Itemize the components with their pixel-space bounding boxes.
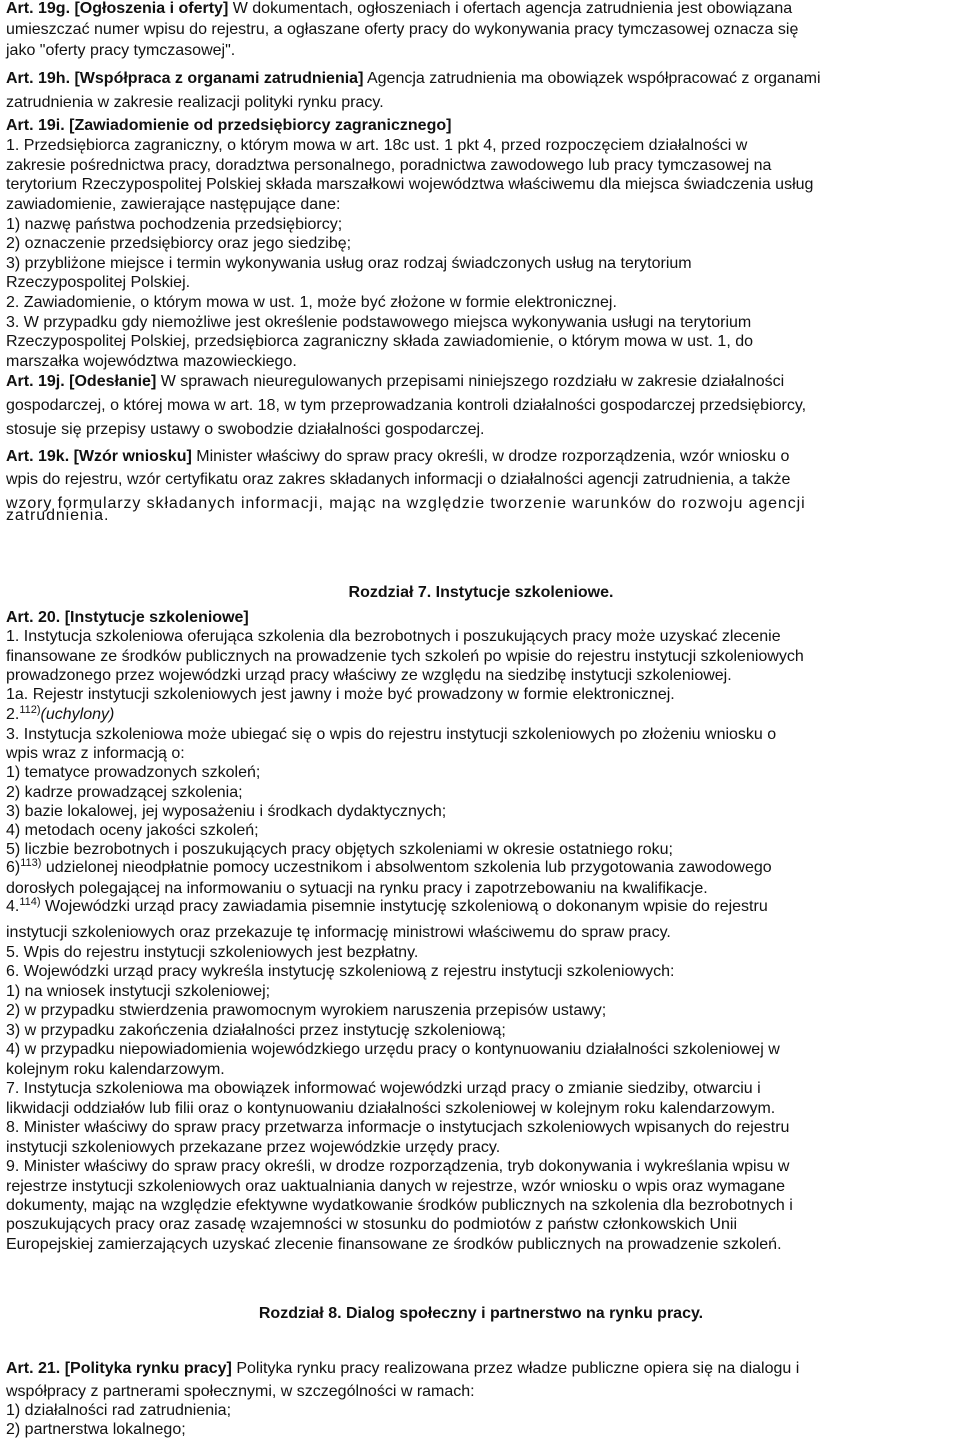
article-text: W dokumentach, ogłoszeniach i ofertach agencja zatrudnienia jest obowiązana	[232, 0, 793, 17]
art-20-line: instytucji szkoleniowych oraz przekazuje tę informację ministrowi właściwemu do spraw pracy.	[6, 924, 671, 941]
art-19i-line: 3) przybliżone miejsce i termin wykonywania usług oraz rodzaj świadczonych usług na terytorium	[6, 255, 692, 272]
footnote-ref: 112)	[19, 704, 41, 716]
art-19i-line: 2) oznaczenie przedsiębiorcy oraz jego siedzibę;	[6, 235, 352, 252]
art-20-line: 8. Minister właściwy do spraw pracy przetwarza informacje o instytucjach szkoleniowych wpisanych do rejestru	[6, 1119, 790, 1136]
art-21-line: współpracy z partnerami społecznymi, w szczególności w ramach:	[6, 1383, 475, 1400]
art-20-line: 5. Wpis do rejestru instytucji szkoleniowych jest bezpłatny.	[6, 944, 419, 961]
point-text: udzielonej nieodpłatnie pomocy uczestnikom i absolwentom szkolenia lub przygotowania zawodowego	[45, 859, 772, 876]
article-number: Art. 19k.	[6, 448, 70, 465]
article-title: [Wzór wniosku]	[73, 448, 192, 465]
art-19i-line: Rzeczypospolitej Polskiej.	[6, 274, 191, 291]
art-20-line: 4) metodach oceny jakości szkoleń;	[6, 822, 259, 839]
art-20-line: 1) na wniosek instytucji szkoleniowej;	[6, 983, 271, 1000]
art-20-line: Europejskiej zamierzających uzyskać zlecenie finansowane ze środków publicznych na prowadzenie szkoleń.	[6, 1236, 782, 1253]
article-title: [Ogłoszenia i oferty]	[74, 0, 229, 17]
footnote-ref: 114)	[19, 896, 41, 908]
article-text: Minister właściwy do spraw pracy określi, w drodze rozporządzenia, wzór wniosku o	[196, 448, 790, 465]
art-20-line: dorosłych polegającej na informowaniu o sytuacji na rynku pracy i zapotrzebowaniu na kwalifikacje.	[6, 880, 708, 897]
art-19i-line: 2. Zawiadomienie, o którym mowa w ust. 1, może być złożone w formie elektronicznej.	[6, 294, 617, 311]
art-20-line: 1. Instytucja szkoleniowa oferująca szkolenia dla bezrobotnych i poszukujących pracy może uzyskać zlecenie	[6, 628, 781, 645]
art-20-line: rejestrze instytucji szkoleniowych oraz uaktualniania danych w rejestrze, wzór wniosku o wpis oraz wymagane	[6, 1178, 786, 1195]
article-number: Art. 19i.	[6, 117, 65, 134]
art-19i-line: 3. W przypadku gdy niemożliwe jest określenie podstawowego miejsca wykonywania usługi na terytorium	[6, 314, 752, 331]
art-19i-line: marszałka województwa mazowieckiego.	[6, 353, 297, 370]
art-21-line: 2) partnerstwa lokalnego;	[6, 1421, 186, 1438]
art-20-line: dokumenty, mając na względzie efektywne wydatkowanie środków publicznych na szkolenia dla bezrobotnych i	[6, 1197, 793, 1214]
article-title: [Polityka rynku pracy]	[64, 1360, 232, 1377]
art-20-line: 3) bazie lokalowej, jej wyposażeniu i środkach dydaktycznych;	[6, 803, 447, 820]
article-number: Art. 19h.	[6, 70, 71, 87]
article-text: Agencja zatrudnienia ma obowiązek współpracować z organami	[366, 70, 821, 87]
art-20-para-4	[6, 898, 768, 916]
art-19h-line-1	[6, 70, 821, 88]
art-19k-line-1	[6, 448, 789, 466]
article-number: Art. 19g.	[6, 0, 71, 17]
article-text: W sprawach nieuregulowanych przepisami niniejszego rozdziału w zakresie działalności	[160, 373, 785, 390]
art-19k-line-3: wzory formularzy składanych informacji, mając na względzie tworzenie warunków do rozwoju agencji	[6, 495, 806, 512]
art-19i-line: 1) nazwę państwa pochodzenia przedsiębiorcy;	[6, 216, 343, 233]
art-20-line: poszukujących pracy oraz zasadę wzajemności w stosunku do podmiotów z państw członkowskich Unii	[6, 1216, 737, 1233]
chapter-7-title: Rozdział 7. Instytucje szkoleniowe.	[348, 584, 614, 601]
art-19k-line-4: zatrudnienia.	[6, 507, 110, 524]
article-title: [Odesłanie]	[69, 373, 157, 390]
art-19i-heading	[6, 117, 451, 135]
art-19g-line-3: jako "oferty pracy tymczasowej".	[6, 42, 236, 59]
art-20-line: 3) w przypadku zakończenia działalności przez instytucję szkoleniową;	[6, 1022, 506, 1039]
art-20-line: 1a. Rejestr instytucji szkoleniowych jest jawny i może być prowadzony w formie elektronicznej.	[6, 686, 675, 703]
article-number: Art. 20.	[6, 609, 61, 626]
art-19i-line: terytorium Rzeczypospolitej Polskiej składa marszałkowi województwa właściwemu dla miejsca świadczenia usług	[6, 176, 814, 193]
repealed-text: (uchylony)	[40, 706, 115, 723]
art-20-line: 2) kadrze prowadzącej szkolenia;	[6, 784, 243, 801]
chapter-8-title: Rozdział 8. Dialog społeczny i partnerstwo na rynku pracy.	[258, 1305, 704, 1322]
art-20-line: 4) w przypadku niepowiadomienia wojewódzkiego urzędu pracy o kontynuowaniu działalności szkoleniowej w	[6, 1041, 780, 1058]
article-number: Art. 21.	[6, 1360, 61, 1377]
art-20-point-6	[6, 859, 772, 877]
art-19i-line: zawiadomienie, zawierające następujące dane:	[6, 196, 341, 213]
article-title: [Zawiadomienie od przedsiębiorcy zagranicznego]	[69, 117, 452, 134]
art-20-line: 1) tematyce prowadzonych szkoleń;	[6, 764, 261, 781]
art-19g-line-1	[6, 0, 792, 18]
article-number: Art. 19j.	[6, 373, 65, 390]
art-20-line: 2) w przypadku stwierdzenia prawomocnym wyrokiem naruszenia przepisów ustawy;	[6, 1002, 607, 1019]
art-20-heading	[6, 609, 249, 627]
article-title: [Współpraca z organami zatrudnienia]	[74, 70, 364, 87]
art-20-line: 5) liczbie bezrobotnych i poszukujących pracy objętych szkoleniami w okresie ostatniego roku;	[6, 841, 673, 858]
art-19i-line: zakresie pośrednictwa pracy, doradztwa personalnego, poradnictwa zawodowego lub pracy tymczasowej na	[6, 157, 772, 174]
para-text: Wojewódzki urząd pracy zawiadamia pisemnie instytucję szkoleniową o dokonanym wpisie do rejestru	[45, 898, 768, 915]
art-20-line: 6. Wojewódzki urząd pracy wykreśla instytucję szkoleniową z rejestru instytucji szkoleniowych:	[6, 963, 675, 980]
art-20-line: likwidacji oddziałów lub filii oraz o kontynuowaniu działalności szkoleniowej w kolejnym roku kalendarzowym.	[6, 1100, 776, 1117]
art-19i-line: 1. Przedsiębiorca zagraniczny, o którym mowa w art. 18c ust. 1 pkt 4, przed rozpoczęciem działalności w	[6, 137, 748, 154]
art-19h-line-2: zatrudnienia w zakresie realizacji polityki rynku pracy.	[6, 94, 384, 111]
art-20-para-2	[6, 706, 114, 724]
art-19j-line-3: stosuje się przepisy ustawy o swobodzie działalności gospodarczej.	[6, 421, 485, 438]
art-19i-line: Rzeczypospolitej Polskiej, przedsiębiorca zagraniczny składa zawiadomienie, o którym mowa w ust. 1, do	[6, 333, 753, 350]
art-19g-line-2: umieszczać numer wpisu do rejestru, a ogłaszane oferty pracy do wykonywania pracy tymczasowej oznacza się	[6, 21, 799, 38]
art-19k-line-2: wpis do rejestru, wzór certyfikatu oraz zakres składanych informacji o działalności agencji zatrudnienia, a także	[6, 471, 791, 488]
article-text: Polityka rynku pracy realizowana przez władze publiczne opiera się na dialogu i	[236, 1360, 800, 1377]
art-21-line-1	[6, 1360, 799, 1378]
art-20-line: 3. Instytucja szkoleniowa może ubiegać się o wpis do rejestru instytucji szkoleniowych po złożeniu wniosku o	[6, 726, 777, 743]
para-number: 2.	[6, 706, 20, 723]
art-20-line: prowadzonego przez wojewódzki urząd pracy właściwy ze względu na siedzibę instytucji szkoleniowej.	[6, 667, 732, 684]
art-19j-line-2: gospodarczej, o której mowa w art. 18, w tym przeprowadzania kontroli działalności gospodarczej przedsiębiorcy,	[6, 397, 807, 414]
art-20-line: 9. Minister właściwy do spraw pracy określi, w drodze rozporządzenia, tryb dokonywania i wykreślania wpisu w	[6, 1158, 790, 1175]
point-number: 6)	[6, 859, 21, 876]
art-20-line: wpis wraz z informacją o:	[6, 745, 185, 762]
art-20-line: finansowane ze środków publicznych na prowadzenie tych szkoleń po wpisie do rejestru instytucji szkoleniowych	[6, 648, 804, 665]
art-19j-line-1	[6, 373, 784, 391]
art-20-line: instytucji szkoleniowych przekazane przez wojewódzkie urzędy pracy.	[6, 1139, 501, 1156]
footnote-ref: 113)	[20, 857, 42, 869]
art-21-line: 1) działalności rad zatrudnienia;	[6, 1402, 232, 1419]
art-20-line: 7. Instytucja szkoleniowa ma obowiązek informować wojewódzki urząd pracy o zmianie siedziby, otwarciu i	[6, 1080, 761, 1097]
para-number: 4.	[6, 898, 20, 915]
article-title: [Instytucje szkoleniowe]	[64, 609, 249, 626]
art-20-line: kolejnym roku kalendarzowym.	[6, 1061, 225, 1078]
